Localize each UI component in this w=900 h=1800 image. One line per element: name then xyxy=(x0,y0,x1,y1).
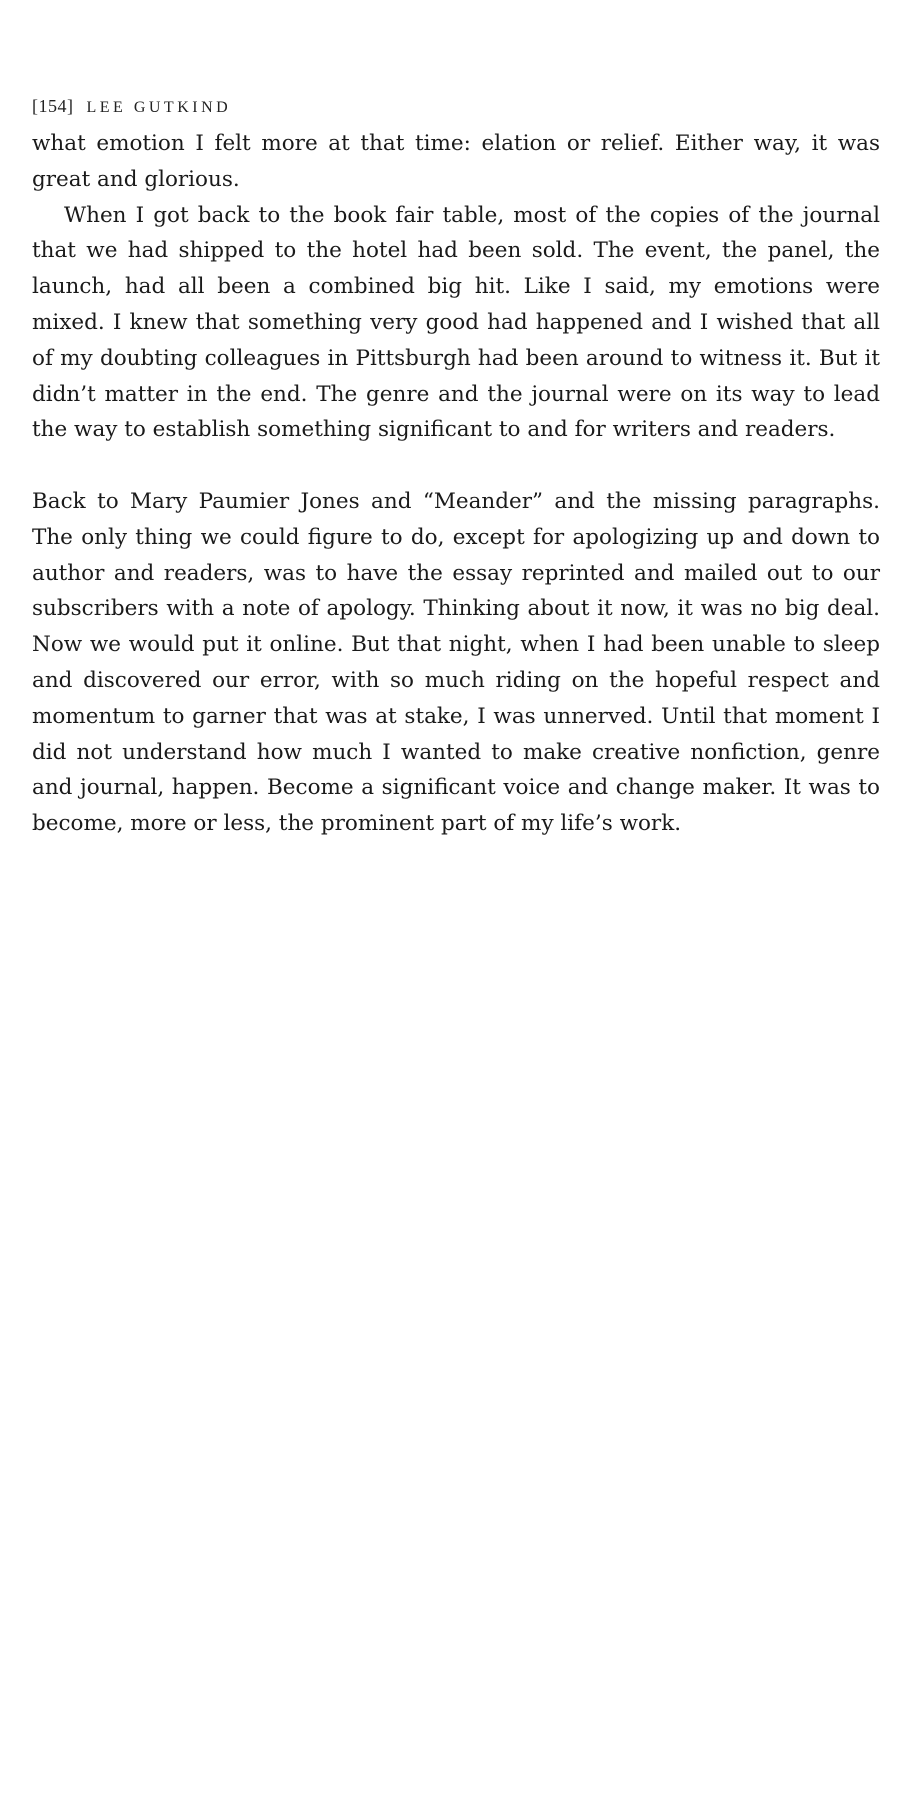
paragraph-book-fair: When I got back to the book fair table, most of the copies of the journal that we had shipped to the hotel had been sold. The event, the panel, the launch, had all been a combined big hit. Like I said, my emotions were mixed. I knew that something very good had happened and I wished that all of my doubting colleagues in Pittsburgh had been around to witness it. But it didn’t matter in the end. The genre and the journal were on its way to lead the way to establish something significant to and for writers and readers. xyxy=(32,202,880,443)
author-name: LEE GUTKIND xyxy=(86,99,232,116)
section-break xyxy=(32,448,880,484)
paragraph-meander: Back to Mary Paumier Jones and “Meander” and the missing paragraphs. The only thing we could figure to do, except for apologizing up and down to author and readers, was to have the essay reprinted and mailed out to our subscribers with a note of apology. Thinking about it now, it was no big deal. Now we would put it online. But that night, when I had been unable to sleep and discovered our error, with so much riding on the hopeful respect and momentum to garner that was at stake, I was unnerved. Until that moment I did not understand how much I wanted to make creative nonfiction, genre and journal, happen. Become a significant voice and change maker. It was to become, more or less, the prominent part of my life’s work. xyxy=(32,488,880,837)
paragraph-continued: what emotion I felt more at that time: elation or relief. Either way, it was great and glorious. xyxy=(32,131,880,192)
running-head xyxy=(32,94,880,118)
page-content xyxy=(32,94,880,842)
page-number: [154] xyxy=(32,96,74,116)
